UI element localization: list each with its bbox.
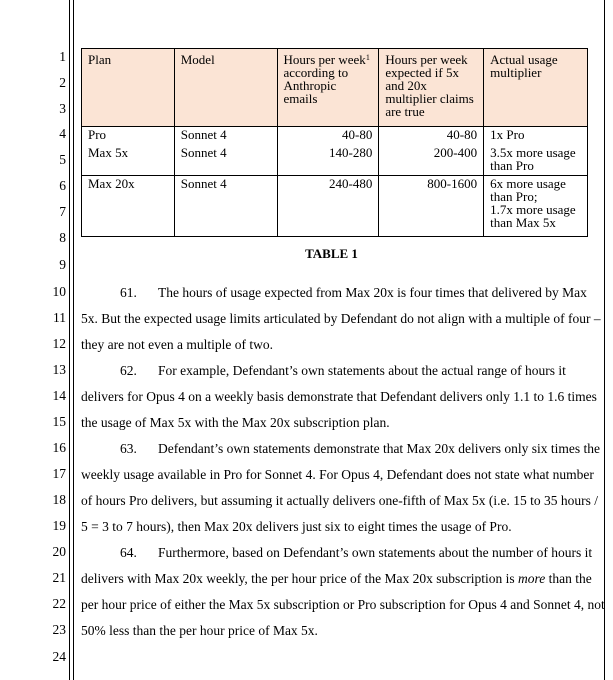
line-number: 9 xyxy=(59,257,66,272)
line-number: 2 xyxy=(59,75,66,90)
cell-hours-emails: 140-280 xyxy=(277,145,379,176)
table-header-row xyxy=(82,49,588,127)
cell-plan: Pro xyxy=(82,127,175,146)
line-number: 14 xyxy=(52,388,66,403)
paragraph-line: of hours Pro delivers, but assuming it actually delivers one-fifth of Max 5x (i.e. 15 to 35 hours / xyxy=(81,493,599,508)
table-row xyxy=(82,145,588,176)
line-number: 20 xyxy=(52,544,66,559)
margin-rule-left-inner xyxy=(73,0,74,680)
cell-hours-emails: 40-80 xyxy=(277,127,379,146)
paragraph-line: 5x. But the expected usage limits articulated by Defendant do not align with a multiple of four – xyxy=(81,311,601,326)
cell-hours-expected: 40-80 xyxy=(379,127,484,146)
paragraph-number: 62. xyxy=(120,363,137,378)
line-number: 15 xyxy=(52,414,66,429)
line-number: 6 xyxy=(59,178,66,193)
line-number: 22 xyxy=(52,596,66,611)
paragraph-line: the usage of Max 5x with the Max 20x subscription plan. xyxy=(81,415,390,430)
table-row xyxy=(82,176,588,237)
paragraph-line: delivers with Max 20x weekly, the per hour price of the Max 20x subscription is more than the xyxy=(81,571,592,586)
line-number: 23 xyxy=(52,622,66,637)
line-number: 4 xyxy=(59,126,66,141)
header-actual-multiplier: Actual usage multiplier xyxy=(484,49,588,127)
line-number: 24 xyxy=(52,649,66,664)
line-number: 10 xyxy=(52,284,66,299)
line-number: 13 xyxy=(52,362,66,377)
paragraph-line: they are not even a multiple of two. xyxy=(81,337,273,352)
table-caption: TABLE 1 xyxy=(305,246,358,261)
cell-hours-expected: 800-1600 xyxy=(379,176,484,237)
cell-model: Sonnet 4 xyxy=(174,127,277,146)
paragraph-line: 50% less than the per hour price of Max 5x. xyxy=(81,623,318,638)
line-number: 3 xyxy=(59,101,66,116)
cell-actual: 6x more usage than Pro; 1.7x more usage than Max 5x xyxy=(484,176,588,237)
usage-table xyxy=(81,48,588,237)
cell-plan: Max 20x xyxy=(82,176,175,237)
paragraph-line: 62. For example, Defendant’s own statements about the actual range of hours it xyxy=(120,363,566,378)
paragraph-line: 61. The hours of usage expected from Max 20x is four times that delivered by Max xyxy=(120,285,587,300)
line-number: 16 xyxy=(52,440,66,455)
header-plan: Plan xyxy=(82,49,175,127)
cell-plan: Max 5x xyxy=(82,145,175,176)
line-number: 19 xyxy=(52,518,66,533)
line-number: 7 xyxy=(59,204,66,219)
cell-hours-emails: 240-480 xyxy=(277,176,379,237)
paragraph-number: 64. xyxy=(120,545,137,560)
table-row xyxy=(82,127,588,146)
cell-model: Sonnet 4 xyxy=(174,176,277,237)
margin-rule-right xyxy=(604,0,605,680)
paragraph-number: 63. xyxy=(120,441,137,456)
line-number: 5 xyxy=(59,152,66,167)
cell-hours-expected: 200-400 xyxy=(379,145,484,176)
paragraph-line: weekly usage available in Pro for Sonnet 4. For Opus 4, Defendant does not state what number xyxy=(81,467,594,482)
paragraph-number: 61. xyxy=(120,285,137,300)
line-number: 11 xyxy=(53,310,66,325)
paragraph-line: 5 = 3 to 7 hours), then Max 20x delivers just six to eight times the usage of Pro. xyxy=(81,519,512,534)
line-number: 18 xyxy=(52,492,66,507)
footnote-mark: 1 xyxy=(365,53,370,62)
cell-actual: 1x Pro xyxy=(484,127,588,146)
margin-rule-left-outer xyxy=(69,0,70,680)
cell-model: Sonnet 4 xyxy=(174,145,277,176)
header-model: Model xyxy=(174,49,277,127)
paragraph-line: per hour price of either the Max 5x subscription or Pro subscription for Opus 4 and Sonnet 4, not xyxy=(81,597,605,612)
paragraph-line: delivers for Opus 4 on a weekly basis demonstrate that Defendant delivers only 1.1 to 1.6 times xyxy=(81,389,597,404)
paragraph-line: 64. Furthermore, based on Defendant’s own statements about the number of hours it xyxy=(120,545,593,560)
paragraph-line: 63. Defendant’s own statements demonstrate that Max 20x delivers only six times the xyxy=(120,441,601,456)
header-hours-expected: Hours per week expected if 5x and 20x multiplier claims are true xyxy=(379,49,484,127)
line-number: 21 xyxy=(52,570,66,585)
line-number: 12 xyxy=(52,336,66,351)
line-number: 1 xyxy=(59,49,66,64)
cell-actual: 3.5x more usage than Pro xyxy=(484,145,588,176)
line-number: 8 xyxy=(59,230,66,245)
line-number: 17 xyxy=(52,466,66,481)
emphasis-more: more xyxy=(518,571,546,586)
header-hours-emails: Hours per week$^1$ according to Anthropic emails xyxy=(277,49,379,127)
